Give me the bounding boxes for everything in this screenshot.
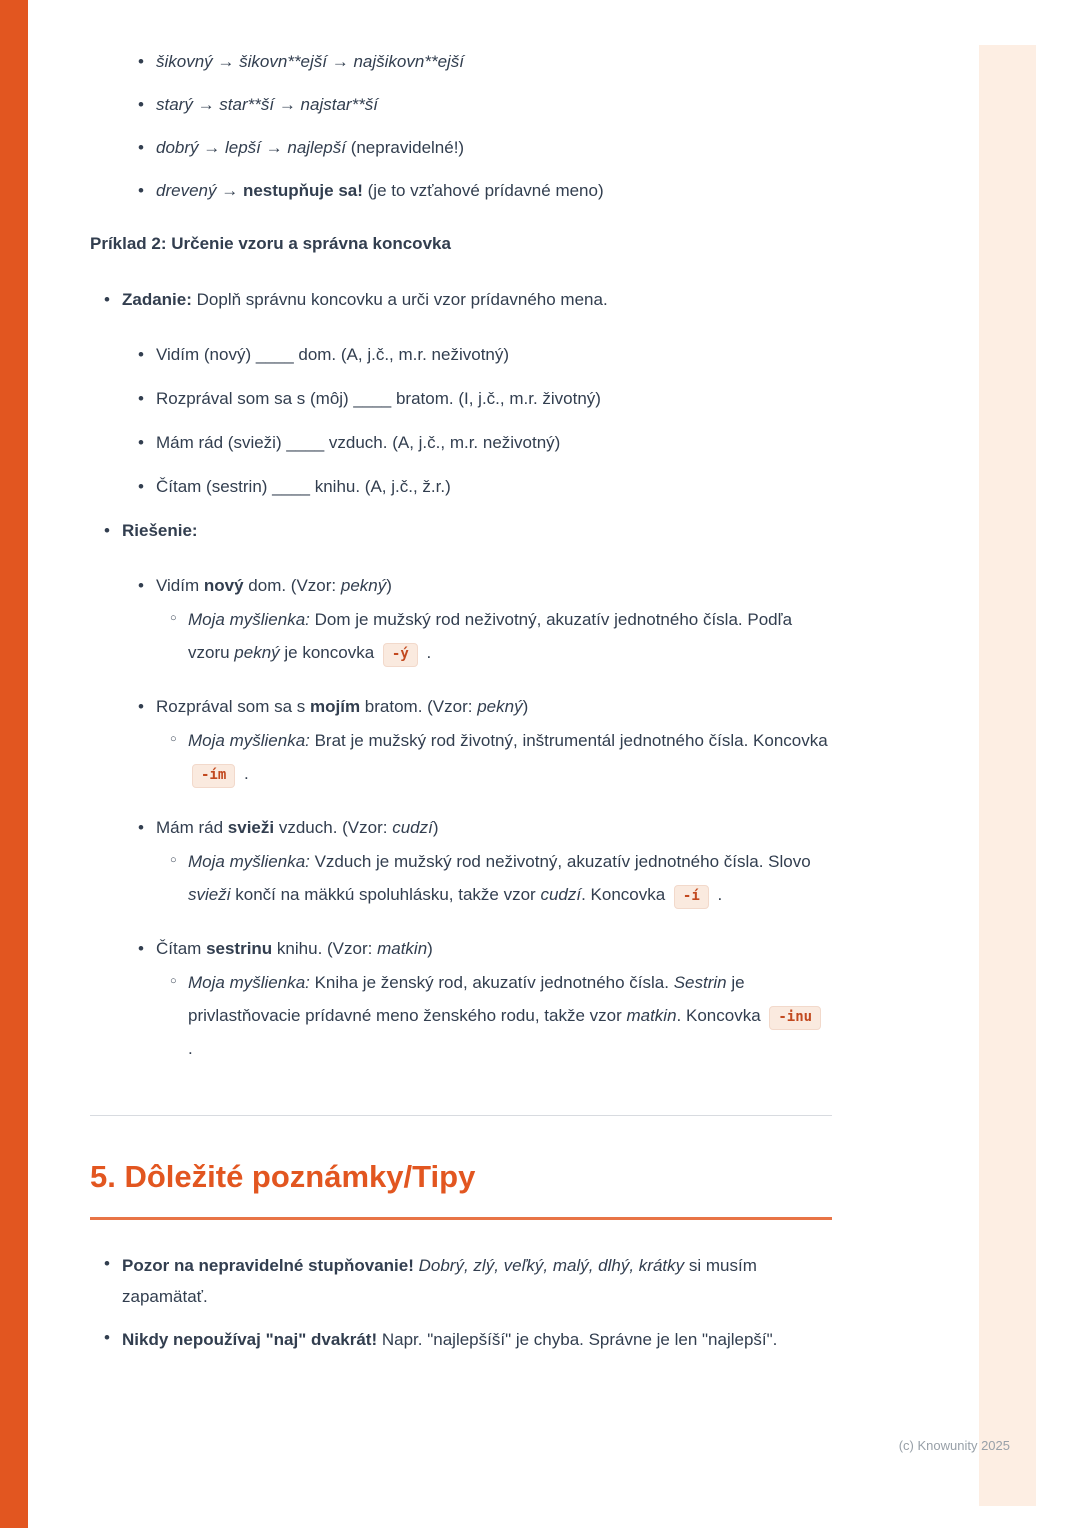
bullet-icon bbox=[138, 935, 156, 962]
text-run: star**ší bbox=[219, 95, 275, 114]
text-run: . bbox=[712, 885, 723, 904]
text-run: starý bbox=[156, 95, 193, 114]
text-run: . bbox=[239, 764, 249, 783]
task-text bbox=[156, 429, 832, 456]
text-run: Vidím (nový) ____ dom. (A, j.č., m.r. neživotný) bbox=[156, 345, 510, 364]
solution-thought bbox=[90, 966, 832, 1065]
right-margin-strip bbox=[979, 45, 1036, 1506]
circle-bullet-icon bbox=[170, 966, 188, 996]
tips-list bbox=[90, 1250, 832, 1355]
text-run: pekný bbox=[234, 643, 280, 662]
text-run: cudzí bbox=[540, 885, 582, 904]
text-run: ) bbox=[386, 576, 392, 595]
text-run: Rozprával som sa s bbox=[156, 697, 310, 716]
list-item-text bbox=[156, 134, 832, 161]
solution-main-text bbox=[156, 572, 832, 599]
code-chip: -ím bbox=[192, 764, 235, 788]
task-text bbox=[156, 473, 832, 500]
text-run: Sestrin bbox=[673, 973, 727, 992]
bullet-icon bbox=[138, 134, 156, 161]
copyright-text: (c) Knowunity 2025 bbox=[898, 1438, 1010, 1453]
text-run: ) bbox=[427, 939, 433, 958]
text-run: . Koncovka bbox=[581, 885, 670, 904]
text-run: . bbox=[421, 643, 432, 662]
solution-thought-text bbox=[188, 724, 832, 790]
text-run: (nepravidelné!) bbox=[345, 138, 465, 157]
bullet-icon bbox=[138, 429, 156, 456]
code-chip: -ý bbox=[383, 643, 418, 667]
bullet-icon bbox=[138, 177, 156, 204]
task-list bbox=[90, 341, 832, 500]
text-run: svieži bbox=[188, 885, 231, 904]
text-run: Moja myšlienka: bbox=[188, 852, 310, 871]
text-run: cudzí bbox=[392, 818, 433, 837]
text-run: lepší bbox=[224, 138, 261, 157]
text-run: Nikdy nepoužívaj "naj" dvakrát! bbox=[122, 1330, 378, 1349]
solution-main-text bbox=[156, 693, 832, 720]
list-item bbox=[90, 48, 832, 75]
list-item-text bbox=[156, 91, 832, 118]
text-run: . bbox=[188, 1039, 193, 1058]
task-text bbox=[156, 341, 832, 368]
text-run: svieži bbox=[227, 818, 275, 837]
text-run: Vidím bbox=[156, 576, 204, 595]
bullet-icon bbox=[138, 473, 156, 500]
text-run: šikovn**ejší bbox=[239, 52, 328, 71]
bullet-icon bbox=[138, 572, 156, 599]
tip-text bbox=[122, 1324, 832, 1355]
solution-thought bbox=[90, 724, 832, 790]
text-run: Kniha je ženský rod, akuzatív jednotného čísla. bbox=[309, 973, 674, 992]
text-run: Moja myšlienka: bbox=[188, 610, 310, 629]
document-content bbox=[90, 48, 832, 1367]
text-run: → bbox=[327, 52, 354, 71]
bullet-icon bbox=[138, 693, 156, 720]
solution-thought-text bbox=[188, 845, 832, 911]
zadanie-text bbox=[122, 286, 832, 313]
text-run: Čítam (sestrin) ____ knihu. (A, j.č., ž.r.) bbox=[156, 477, 451, 496]
text-run: . Koncovka bbox=[676, 1006, 766, 1025]
tips-section-heading: 5. Dôležité poznámky/Tipy bbox=[90, 1159, 476, 1194]
text-run: pekný bbox=[340, 576, 387, 595]
text-run: pekný bbox=[477, 697, 523, 716]
code-chip: -inu bbox=[769, 1006, 821, 1030]
list-item bbox=[90, 91, 832, 118]
text-run: ) bbox=[432, 818, 439, 837]
text-run: Mám rád bbox=[156, 818, 228, 837]
text-run: Doplň správnu koncovku a urči vzor prídavného mena. bbox=[191, 290, 608, 309]
text-run: vzduch. (Vzor: bbox=[274, 818, 393, 837]
text-run: nestupňuje sa! bbox=[242, 181, 363, 200]
text-run: šikovný bbox=[156, 52, 213, 71]
solution-block bbox=[90, 572, 832, 669]
text-run: je privlastňovacie prídavné meno ženského rodu, takže vzor bbox=[188, 973, 745, 1025]
bullet-icon bbox=[138, 341, 156, 368]
section-divider bbox=[90, 1115, 832, 1116]
text-run: knihu. (Vzor: bbox=[272, 939, 378, 958]
list-item-text bbox=[156, 48, 832, 75]
tip-item bbox=[90, 1324, 832, 1355]
text-run: najlepší bbox=[287, 138, 346, 157]
bullet-icon bbox=[104, 1250, 122, 1277]
text-run: Moja myšlienka: bbox=[188, 973, 310, 992]
text-run: Mám rád (svieži) ____ vzduch. (A, j.č., m.r. neživotný) bbox=[156, 433, 561, 452]
text-run: Dobrý, zlý, veľký, malý, dlhý, krátky bbox=[418, 1256, 685, 1275]
solution-thought-text bbox=[188, 966, 832, 1065]
task-item bbox=[90, 429, 832, 456]
text-run: matkin bbox=[377, 939, 428, 958]
text-run: → bbox=[212, 52, 240, 71]
text-run: nový bbox=[203, 576, 244, 595]
text-run: Vzduch je mužský rod neživotný, akuzatív jednotného čísla. Slovo bbox=[309, 852, 811, 871]
bullet-icon bbox=[138, 91, 156, 118]
circle-bullet-icon bbox=[170, 603, 188, 633]
text-run: Pozor na nepravidelné stupňovanie! bbox=[122, 1256, 414, 1275]
solution-main-text bbox=[156, 814, 832, 841]
text-run: → bbox=[274, 95, 301, 114]
tip-item bbox=[90, 1250, 832, 1312]
text-run: dobrý bbox=[156, 138, 199, 157]
text-run: → bbox=[198, 138, 225, 157]
solution-thought bbox=[90, 603, 832, 669]
solution-thought bbox=[90, 845, 832, 911]
tip-text bbox=[122, 1250, 832, 1312]
text-run: najšikovn**ejší bbox=[353, 52, 465, 71]
list-item-text bbox=[156, 177, 832, 204]
solution-block bbox=[90, 814, 832, 911]
text-run: si musím zapamätať. bbox=[122, 1256, 757, 1306]
bullet-icon bbox=[104, 1324, 122, 1351]
gradation-list bbox=[90, 48, 832, 204]
text-run: bratom. (Vzor: bbox=[360, 697, 478, 716]
bullet-icon bbox=[138, 385, 156, 412]
text-run: mojím bbox=[310, 697, 361, 716]
text-run: končí na mäkkú spoluhlásku, takže vzor bbox=[230, 885, 541, 904]
solution-block bbox=[90, 935, 832, 1065]
text-run: Napr. "najlepšíší" je chyba. Správne je len "najlepší". bbox=[377, 1330, 778, 1349]
solution-main bbox=[90, 693, 832, 720]
task-item bbox=[90, 385, 832, 412]
solution-block bbox=[90, 693, 832, 790]
example2-heading: Príklad 2: Určenie vzoru a správna koncovka bbox=[90, 234, 451, 253]
solutions-list bbox=[90, 572, 832, 1065]
text-run: ) bbox=[522, 697, 529, 716]
solution-main bbox=[90, 814, 832, 841]
text-run: Brat je mužský rod životný, inštrumentál jednotného čísla. Koncovka bbox=[309, 731, 828, 750]
text-run: → bbox=[216, 181, 243, 200]
text-run: Riešenie: bbox=[122, 521, 198, 540]
text-run: Čítam bbox=[156, 939, 207, 958]
text-run: Zadanie: bbox=[122, 290, 192, 309]
text-run: najstar**ší bbox=[300, 95, 379, 114]
zadanie-item bbox=[90, 286, 832, 313]
bullet-icon bbox=[138, 814, 156, 841]
riesenie-text bbox=[122, 517, 832, 544]
text-run: Moja myšlienka: bbox=[188, 731, 310, 750]
riesenie-item bbox=[90, 517, 832, 544]
circle-bullet-icon bbox=[170, 724, 188, 754]
text-run: → bbox=[260, 138, 288, 157]
bullet-icon bbox=[138, 48, 156, 75]
circle-bullet-icon bbox=[170, 845, 188, 875]
text-run: drevený bbox=[156, 181, 217, 200]
list-item bbox=[90, 134, 832, 161]
list-item bbox=[90, 177, 832, 204]
task-item bbox=[90, 473, 832, 500]
left-accent-bar bbox=[0, 0, 28, 1528]
code-chip: -í bbox=[674, 885, 709, 909]
bullet-icon bbox=[104, 286, 122, 313]
text-run: sestrinu bbox=[206, 939, 273, 958]
solution-main bbox=[90, 572, 832, 599]
solution-thought-text bbox=[188, 603, 832, 669]
solution-main bbox=[90, 935, 832, 962]
task-text bbox=[156, 385, 832, 412]
text-run: (je to vzťahové prídavné meno) bbox=[362, 181, 604, 200]
text-run: → bbox=[192, 95, 220, 114]
solution-main-text bbox=[156, 935, 832, 962]
text-run: Dom je mužský rod neživotný, akuzatív jednotného čísla. Podľa vzoru bbox=[188, 610, 793, 662]
text-run: je koncovka bbox=[279, 643, 379, 662]
task-item bbox=[90, 341, 832, 368]
text-run: matkin bbox=[626, 1006, 677, 1025]
heading-rule bbox=[90, 1217, 832, 1220]
text-run: Rozprával som sa s (môj) ____ bratom. (I, j.č., m.r. životný) bbox=[156, 389, 601, 408]
text-run: dom. (Vzor: bbox=[243, 576, 341, 595]
bullet-icon bbox=[104, 517, 122, 544]
